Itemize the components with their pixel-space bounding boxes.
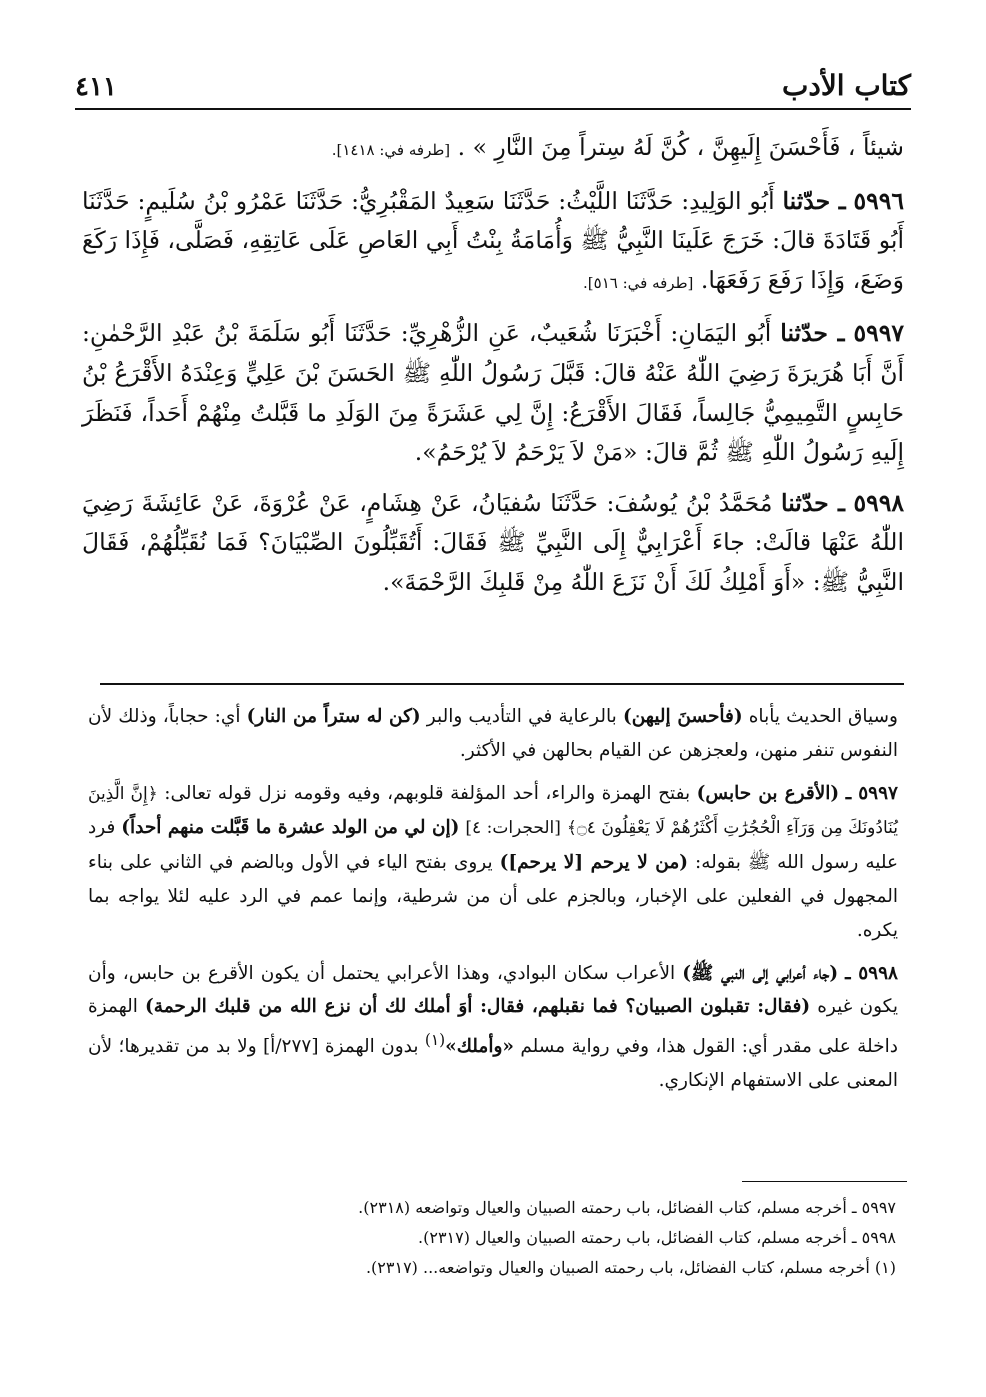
commentary-bold: (كن له ستراً من النار) bbox=[246, 706, 421, 727]
commentary-bold: (من لا يرحم [لا يرحم]) bbox=[499, 852, 689, 874]
page-number: ٤١١ bbox=[75, 72, 117, 102]
hadith-number: ٥٩٩٧ bbox=[853, 319, 904, 348]
footnote-item: (١) أخرجه مسلم، كتاب الفضائل، باب رحمته الصبيان والعيال وتواضعه... (٢٣١٧). bbox=[365, 1258, 896, 1277]
book-title: كتاب الأدب bbox=[782, 69, 911, 102]
commentary-text: فرد عليه رسول الله ﷺ بقوله: bbox=[88, 817, 898, 874]
footnotes bbox=[88, 1193, 896, 1283]
commentary-text: الهمزة داخلة على مقدر أي: القول هذا، وفي رواية مسلم bbox=[88, 996, 898, 1058]
page-header bbox=[75, 62, 911, 110]
hadith-haddathana: ـ حدّثنا bbox=[782, 186, 846, 215]
commentary-bold: «وأملك» bbox=[445, 1036, 514, 1058]
commentary-divider bbox=[100, 683, 904, 685]
hadith-haddathana: ـ حدّثنا bbox=[781, 488, 845, 517]
commentary-paragraph-1 bbox=[88, 700, 898, 768]
hadith-number: ٥٩٩٦ bbox=[853, 186, 904, 215]
hadith-text: أَبُو اليَمَانِ: أَخْبَرَنَا شُعَيبٌ، عَنِ الزُّهْرِيِّ: حَدَّثَنَا أَبُو سَلَمَةَ بْنُ عَبْدِ الرَّحْمٰنِ: أَنَّ أَبَا هُرَيرَةَ رَضِيَ اللّٰهُ عَنْهُ قالَ: قَبَّلَ رَسُولُ اللّٰهِ ﷺ الحَسَنَ بْنَ عَلِيٍّ وَعِنْدَهُ الأَقْرَعُ بْنُ حَابِسٍ التَّمِيمِيُّ جَالِساً، فَقَالَ الأَقْرَعُ: إِنَّ لِي عَشَرَةً مِنَ الوَلَدِ ما قَبَّلتُ مِنْهُمْ أَحَداً، فَنَظَرَ إِلَيهِ رَسُولُ اللّٰهِ ﷺ ثُمَّ قالَ: «مَنْ لاَ يَرْحَمُ لاَ يُرْحَمُ». bbox=[82, 319, 904, 467]
commentary-number: ٥٩٩٧ ـ bbox=[845, 782, 898, 804]
footnote-item: ٥٩٩٨ ـ أخرجه مسلم، كتاب الفضائل، باب رحمته الصبيان والعيال (٢٣١٧). bbox=[418, 1228, 896, 1247]
commentary-bold: (جاء أعرابي إلى النبي ﷺ) bbox=[682, 962, 839, 984]
hadith-intro-text: شيئاً ، فَأَحْسَنَ إِلَيهِنَّ ، كُنَّ لَهُ سِتراً مِنَ النَّارِ » . bbox=[457, 133, 904, 161]
commentary-paragraph-5997 bbox=[88, 777, 898, 948]
commentary-bold: (إن لي من الولد عشرة ما قَبَّلت منهم أحداً) bbox=[121, 817, 460, 839]
hadith-5998 bbox=[82, 484, 904, 603]
quran-verse: ﴿إِنَّ الَّذِينَ يُنَادُونَكَ مِن وَرَآءِ الْحُجُرَٰتِ أَكْثَرُهُمْ لَا يَعْقِلُونَ ۝٤﴾ bbox=[88, 783, 898, 839]
commentary-text: يروى بفتح الياء في الأول وبالضم في الثاني على بناء المجهول في الفعلين على الإخبار، وبالجزم على أن من شرطية، وإنما عمم في الرد عليه لئلا يواجه بما يكره. bbox=[88, 852, 898, 941]
commentary-text: الأعراب سكان البوادي، وهذا الأعرابي يحتمل أن يكون الأقرع بن حابس، وأن يكون غيره bbox=[88, 962, 898, 1018]
footnote-separator bbox=[742, 1181, 907, 1182]
hadith-5997 bbox=[82, 314, 904, 472]
footnote-item: ٥٩٩٧ ـ أخرجه مسلم، كتاب الفضائل، باب رحمته الصبيان والعيال وتواضعه (٢٣١٨). bbox=[358, 1198, 896, 1217]
commentary-bold: (فقال: تقبلون الصبيان؟ فما نقبلهم، فقال: أوَ أملك لك أن نزع الله من قلبك الرحمة) bbox=[145, 996, 811, 1018]
hadith-intro bbox=[82, 128, 904, 171]
commentary-text: بالرعاية في التأديب والبر bbox=[426, 706, 617, 727]
hadith-ref: [طرفه في: ٥١٦]. bbox=[583, 273, 694, 292]
commentary-number: ٥٩٩٨ ـ bbox=[845, 962, 898, 984]
commentary-bold: (الأقرع بن حابس) bbox=[696, 782, 840, 804]
hadith-number: ٥٩٩٨ bbox=[853, 488, 904, 517]
commentary-text: أي: حجاباً، وذلك لأن النفوس تنفر منهن، ولعجزهن عن القيام بحالهن في الأكثر. bbox=[88, 706, 898, 761]
commentary-paragraph-5998 bbox=[88, 957, 898, 1098]
hadith-5996 bbox=[82, 182, 904, 304]
commentary-text: بدون الهمزة [٢٧٧/أ] ولا بد من تقديرها؛ لأن المعنى على الاستفهام الإنكاري. bbox=[88, 1036, 898, 1092]
hadith-haddathana: ـ حدّثنا bbox=[780, 319, 845, 348]
footnote-marker: (١) bbox=[424, 1031, 446, 1050]
hadith-text: مُحَمَّدُ بْنُ يُوسُفَ: حَدَّثَنَا سُفيَانُ، عَنْ هِشَامٍ، عَنْ عُرْوَةَ، عَنْ عَائِشَةَ رَضِيَ اللّٰهُ عَنْهَا قالَتْ: جاءَ أَعْرَابِيٌّ إِلَى النَّبِيِّ ﷺ فَقَالَ: أَتُقَبِّلُونَ الصِّبْيَانَ؟ فَمَا نُقَبِّلُهُمْ، فَقَالَ النَّبِيُّ ﷺ: «أَوَ أَمْلِكُ لَكَ أَنْ نَزَعَ اللّٰهُ مِنْ قَلبِكَ الرَّحْمَةَ». bbox=[82, 488, 904, 596]
hadith-text-area bbox=[82, 128, 904, 614]
hadith-text: أَبُو الوَلِيدِ: حَدَّثَنَا اللَّيْثُ: حَدَّثَنَا سَعِيدٌ المَقْبُرِيُّ: حَدَّثَنَا عَمْرُو بْنُ سُلَيمٍ: حَدَّثَنَا أَبُو قَتَادَةَ قالَ: خَرَجَ عَلَينَا النَّبِيُّ ﷺ وَأُمَامَةُ بِنْتُ أَبِي العَاصِ عَلَى عَاتِقِهِ، فَصَلَّى، فَإِذَا رَكَعَ وَضَعَ، وَإِذَا رَفَعَ رَفَعَهَا. bbox=[82, 186, 904, 294]
commentary-area bbox=[88, 700, 898, 1107]
commentary-bold: (فأحسنَ إليهن) bbox=[622, 706, 743, 727]
hadith-intro-ref: [طرفه في: ١٤١٨]. bbox=[331, 141, 451, 159]
commentary-text: بفتح الهمزة والراء، أحد المؤلفة قلوبهم، وفيه وقومه نزل قوله تعالى: bbox=[164, 782, 691, 804]
ayah-reference: [الحجرات: ٤] bbox=[465, 818, 561, 839]
commentary-text: وسياق الحديث يأباه bbox=[748, 706, 898, 727]
